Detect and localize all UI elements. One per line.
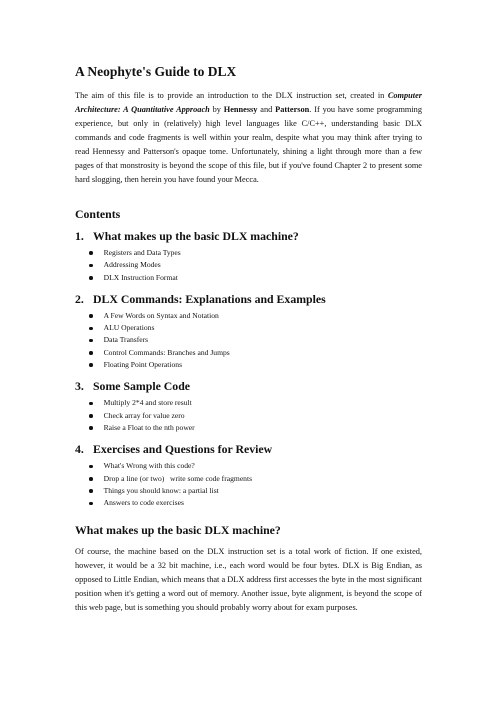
toc-section-label: Exercises and Questions for Review: [93, 442, 273, 457]
toc-section-3: [75, 379, 422, 434]
intro-text-1: The aim of this file is to provide an introduction to the DLX instruction set, created in: [75, 91, 388, 100]
toc-item-list: [75, 460, 422, 509]
toc-item[interactable]: [89, 310, 422, 322]
bullet-icon: [89, 339, 93, 343]
intro-by: by: [209, 105, 224, 114]
toc-section-number: 2.: [75, 291, 84, 306]
toc-item-label: What's Wrong with this code?: [103, 461, 195, 471]
toc-item-label: Raise a Float to the nth power: [103, 422, 195, 432]
toc-item[interactable]: [89, 259, 422, 271]
toc-item-list: [75, 247, 422, 284]
toc-item[interactable]: [89, 460, 422, 472]
toc-item[interactable]: [89, 497, 422, 509]
author-hennessy: Hennessy: [223, 105, 258, 114]
toc-item[interactable]: [89, 322, 422, 334]
toc-section-title[interactable]: [75, 292, 422, 306]
toc-section-number: 4.: [75, 442, 84, 457]
toc-item[interactable]: [89, 359, 422, 371]
toc-item-label: A Few Words on Syntax and Notation: [103, 310, 219, 320]
toc-section-4: [75, 442, 422, 509]
section-heading-dlx-machine: What makes up the basic DLX machine?: [75, 523, 281, 538]
toc-item-label: Check array for value zero: [103, 410, 185, 420]
toc-item[interactable]: [89, 410, 422, 422]
toc-item-label: Drop a line (or two) write some code fragments: [103, 473, 253, 483]
toc-item[interactable]: [89, 473, 422, 485]
toc-item-label: Control Commands: Branches and Jumps: [103, 347, 230, 357]
document-body: [75, 64, 422, 615]
toc-item-label: Answers to code exercises: [103, 498, 184, 508]
toc-item[interactable]: [89, 347, 422, 359]
toc-item-label: Data Transfers: [103, 335, 149, 345]
toc-item[interactable]: [89, 422, 422, 434]
author-patterson: Patterson: [275, 105, 310, 114]
bullet-icon: [89, 465, 93, 469]
toc-item[interactable]: [89, 272, 422, 284]
toc-section-number: 1.: [75, 229, 84, 243]
bullet-icon: [89, 489, 93, 493]
bullet-icon: [89, 264, 93, 268]
toc-section-title[interactable]: [75, 379, 422, 393]
contents-heading: Contents: [75, 207, 121, 221]
toc-item[interactable]: [89, 334, 422, 346]
bullet-icon: [89, 477, 93, 481]
toc-item-list: [75, 397, 422, 434]
toc-item[interactable]: [89, 247, 422, 259]
toc-section-label: What makes up the basic DLX machine?: [93, 229, 299, 243]
bullet-icon: [89, 363, 93, 367]
bullet-icon: [89, 426, 93, 430]
intro-paragraph: [75, 89, 422, 187]
toc-section-1: [75, 229, 422, 284]
bullet-icon: [89, 327, 93, 331]
toc-item-list: [75, 310, 422, 371]
toc-item-label: Things you should know: a partial list: [103, 485, 219, 495]
toc-section-title[interactable]: [75, 229, 422, 243]
toc-item-label: Multiply 2*4 and store result: [103, 398, 192, 408]
toc-item[interactable]: [89, 485, 422, 497]
toc-section-label: DLX Commands: Explanations and Examples: [93, 291, 326, 306]
toc-item-label: Addressing Modes: [103, 260, 161, 270]
toc-section-number: 3.: [75, 379, 84, 394]
book-title: Computer Architecture: A Quantitative Approach: [75, 91, 422, 114]
toc-item[interactable]: [89, 397, 422, 409]
toc-item-label: Registers and Data Types: [103, 248, 181, 257]
section-paragraph: Of course, the machine based on the DLX instruction set is a total work of fiction. If one existed, however, it would be a 32 bit machine, i.e., each word would be four bytes. DLX is Big Endian, as opposed to Little Endian, which means that a DLX address first accesses the byte in the most significant position when it's getting a word out of memory. Another issue, byte alignment, is beyond the scope of this web page, but is something you should probably worry about for exam purposes.: [75, 547, 422, 613]
bullet-icon: [89, 251, 93, 255]
bullet-icon: [89, 314, 93, 318]
toc-section-label: Some Sample Code: [93, 379, 190, 394]
toc-section-2: [75, 292, 422, 371]
intro-text-2: . If you have some programming experience, but only in (relatively) high level languages like C/C++, understanding basic DLX commands and code fragments is well within your realm, despite what you may think after trying to read Hennessy and Patterson's opaque tome. Unfortunately, shining a light through more than a few pages of that monstrosity is beyond the scope of this file, but if you've found Chapter 2 to present some hard slogging, then herein you have found your Mecca.: [75, 105, 422, 184]
bullet-icon: [89, 502, 93, 506]
toc-item-label: DLX Instruction Format: [103, 272, 178, 282]
bullet-icon: [89, 351, 93, 355]
bullet-icon: [89, 276, 93, 280]
page-title: A Neophyte's Guide to DLX: [75, 64, 237, 79]
bullet-icon: [89, 402, 93, 406]
intro-and: and: [257, 105, 276, 114]
bullet-icon: [89, 414, 93, 418]
toc-section-title[interactable]: [75, 442, 422, 456]
toc-item-label: ALU Operations: [103, 323, 155, 333]
toc-item-label: Floating Point Operations: [103, 360, 183, 370]
